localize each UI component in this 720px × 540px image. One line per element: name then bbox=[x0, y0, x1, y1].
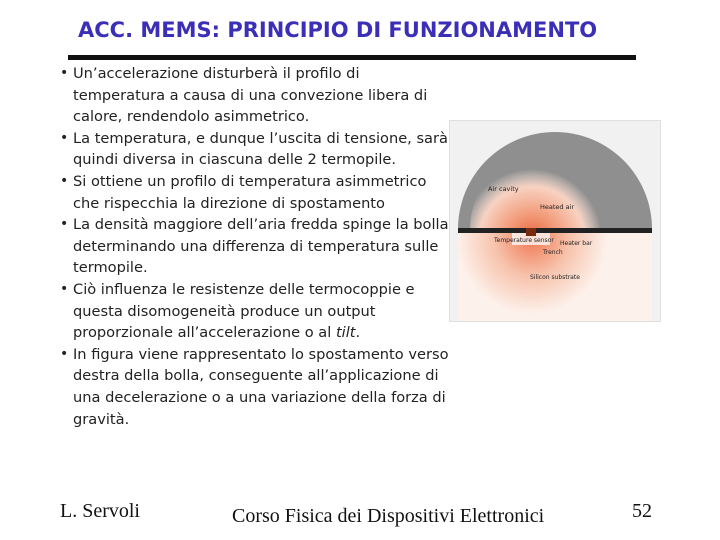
bullet-text: In figura viene rappresentato lo spostamento verso destra della bolla, conseguente all’applicazione di una decelerazione o a una variazione della forza di gravità. bbox=[73, 345, 449, 428]
bullet-italic-word: tilt bbox=[335, 324, 356, 342]
title-underline bbox=[68, 55, 636, 60]
label-silicon-substrate: Silicon substrate bbox=[530, 274, 580, 281]
bullet-item bbox=[58, 171, 450, 214]
bullet-item bbox=[58, 63, 450, 128]
slide-title: ACC. MEMS: PRINCIPIO DI FUNZIONAMENTO bbox=[78, 18, 598, 42]
mems-diagram bbox=[450, 121, 660, 321]
bullet-text: La temperatura, e dunque l’uscita di tensione, sarà quindi diversa in ciascuna delle 2 termopile. bbox=[73, 129, 448, 169]
footer-course: Corso Fisica dei Dispositivi Elettronici bbox=[232, 505, 545, 527]
label-air-cavity: Air cavity bbox=[488, 185, 519, 193]
bullet-item bbox=[58, 128, 450, 171]
label-trench: Trench bbox=[543, 249, 563, 256]
bullet-item bbox=[58, 344, 450, 430]
bullet-suffix: . bbox=[355, 324, 361, 342]
bullet-item bbox=[58, 214, 450, 279]
bullet-text: La densità maggiore dell’aria fredda spinge la bolla determinando una differenza di temperatura sulle termopile. bbox=[73, 216, 449, 277]
bullet-list bbox=[58, 63, 450, 430]
substrate-line bbox=[458, 228, 652, 233]
mems-diagram-figure bbox=[449, 120, 661, 322]
page-number: 52 bbox=[632, 500, 652, 522]
label-heated-air: Heated air bbox=[540, 203, 575, 211]
bullet-text: Ciò influenza le resistenze delle termocoppie e questa disomogeneità produce un output proporzionale all’accelerazione o al bbox=[73, 280, 415, 342]
footer-author: L. Servoli bbox=[60, 500, 140, 522]
heater-bar-shape bbox=[526, 228, 536, 236]
bullet-item bbox=[58, 279, 450, 344]
bullet-dot-icon: • bbox=[60, 129, 69, 146]
label-heater-bar: Heater bar bbox=[560, 240, 593, 247]
bullet-dot-icon: • bbox=[60, 65, 69, 81]
bullet-text: Un’accelerazione disturberà il profilo di temperatura a causa di una convezione libera di calore, rendendolo asimmetrico. bbox=[73, 65, 428, 126]
bullet-dot-icon: • bbox=[60, 216, 69, 233]
bullet-dot-icon: • bbox=[60, 172, 69, 189]
bullet-dot-icon: • bbox=[60, 280, 69, 297]
label-temperature-sensor: Temperature sensor bbox=[494, 237, 554, 244]
bullet-dot-icon: • bbox=[60, 345, 69, 362]
bullet-text: Si ottiene un profilo di temperatura asimmetrico che rispecchia la direzione di spostamento bbox=[73, 172, 427, 212]
